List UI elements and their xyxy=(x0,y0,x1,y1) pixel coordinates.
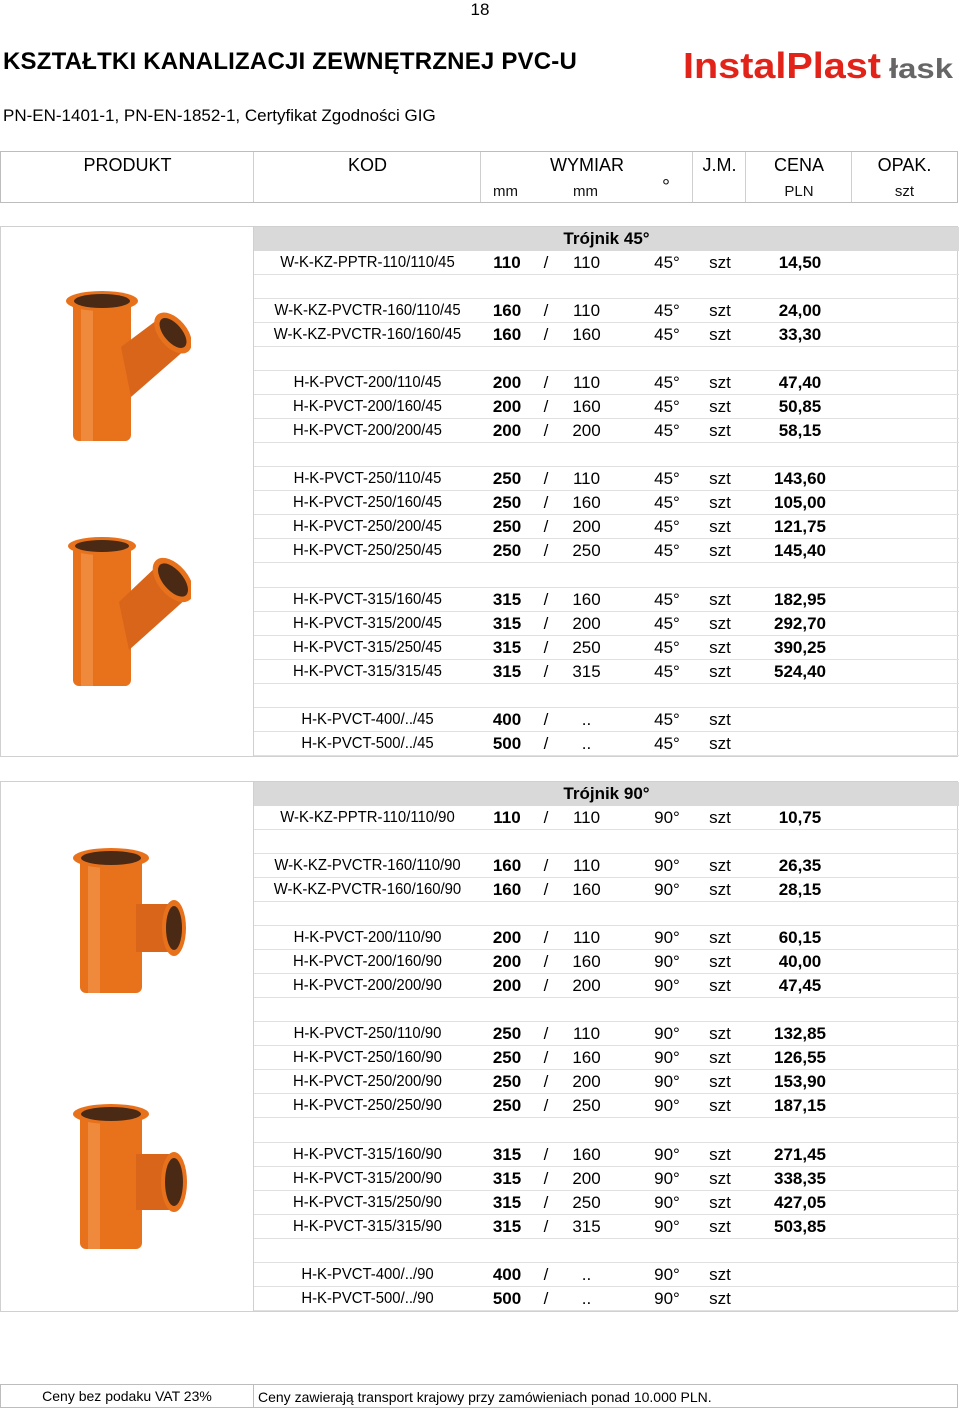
dimension-main: 160 xyxy=(492,856,522,875)
dimension-main: 250 xyxy=(492,469,522,488)
section-title: Trójnik 90° xyxy=(254,782,959,806)
dimension-branch: 200 xyxy=(572,421,601,440)
dimension-separator: / xyxy=(543,1072,549,1091)
table-row xyxy=(254,926,959,950)
tee-45-pipe-image xyxy=(61,287,191,447)
angle: 45° xyxy=(654,253,680,272)
header-opak: OPAK. xyxy=(877,155,932,175)
dimension-branch: 250 xyxy=(572,541,601,560)
dimension-main: 160 xyxy=(492,301,522,320)
table-row xyxy=(254,878,959,902)
instalplast-logo xyxy=(683,44,955,88)
dimension-main: 315 xyxy=(492,1193,522,1212)
unit: szt xyxy=(709,590,731,609)
unit: szt xyxy=(709,301,731,320)
dimension-main: 400 xyxy=(492,710,522,729)
dimension-main: 250 xyxy=(492,1072,522,1091)
angle: 90° xyxy=(654,976,680,995)
price: 26,35 xyxy=(778,856,822,875)
table-row xyxy=(254,1070,959,1094)
footer xyxy=(0,1384,958,1408)
table-row xyxy=(254,636,959,660)
angle: 45° xyxy=(654,493,680,512)
product-code: H-K-PVCT-250/250/45 xyxy=(293,542,442,559)
table-row xyxy=(254,732,959,756)
angle: 90° xyxy=(654,1048,680,1067)
table-row xyxy=(254,1046,959,1070)
section-title: Trójnik 45° xyxy=(254,227,959,251)
dimension-branch: 110 xyxy=(572,928,601,947)
product-image-column xyxy=(1,782,254,1311)
dimension-separator: / xyxy=(543,638,549,657)
unit: szt xyxy=(709,928,731,947)
price: 390,25 xyxy=(774,638,826,657)
unit: szt xyxy=(709,1048,731,1067)
table-row xyxy=(254,1287,959,1311)
angle: 90° xyxy=(654,1072,680,1091)
angle: 90° xyxy=(654,1145,680,1164)
header-wymiar-cell xyxy=(481,152,693,202)
dimension-separator: / xyxy=(543,1024,549,1043)
dimension-main: 315 xyxy=(492,638,522,657)
product-code: W-K-KZ-PVCTR-160/110/90 xyxy=(274,857,461,874)
price: 47,45 xyxy=(778,976,822,995)
dimension-main: 160 xyxy=(492,880,522,899)
table-row xyxy=(254,299,959,323)
table-row xyxy=(254,1263,959,1287)
unit: szt xyxy=(709,662,731,681)
dimension-separator: / xyxy=(543,1169,549,1188)
angle: 90° xyxy=(654,1096,680,1115)
page-title: KSZTAŁTKI KANALIZACJI ZEWNĘTRZNEJ PVC-U xyxy=(3,48,578,75)
dimension-main: 200 xyxy=(492,373,522,392)
dimension-main: 200 xyxy=(492,928,522,947)
product-code: H-K-PVCT-250/200/45 xyxy=(293,518,442,535)
footer-vat-note: Ceny bez podaku VAT 23% xyxy=(1,1385,254,1407)
dimension-separator: / xyxy=(543,493,549,512)
dimension-main: 315 xyxy=(492,590,522,609)
dimension-separator: / xyxy=(543,1289,549,1308)
dimension-branch: 160 xyxy=(572,590,601,609)
unit: szt xyxy=(709,373,731,392)
unit: szt xyxy=(709,638,731,657)
dimension-separator: / xyxy=(543,1193,549,1212)
header-unit-szt: szt xyxy=(894,183,915,200)
angle: 90° xyxy=(654,1265,680,1284)
dimension-separator: / xyxy=(543,373,549,392)
unit: szt xyxy=(709,517,731,536)
unit: szt xyxy=(709,952,731,971)
unit: szt xyxy=(709,541,731,560)
angle: 45° xyxy=(654,373,680,392)
header-jm-cell xyxy=(693,152,746,202)
price: 145,40 xyxy=(774,541,826,560)
angle: 90° xyxy=(654,880,680,899)
header-unit-degree: ° xyxy=(662,176,670,198)
angle: 90° xyxy=(654,1217,680,1236)
spacer-row xyxy=(254,443,959,467)
table-row xyxy=(254,251,959,275)
dimension-separator: / xyxy=(543,928,549,947)
product-code: H-K-PVCT-400/../90 xyxy=(301,1266,434,1283)
table-row xyxy=(254,974,959,998)
product-code: H-K-PVCT-500/../45 xyxy=(301,735,434,752)
dimension-separator: / xyxy=(543,301,549,320)
spacer-row xyxy=(254,564,959,588)
table-row xyxy=(254,1143,959,1167)
dimension-main: 400 xyxy=(492,1265,522,1284)
dimension-main: 315 xyxy=(492,662,522,681)
angle: 90° xyxy=(654,952,680,971)
unit: szt xyxy=(709,1217,731,1236)
dimension-branch: 110 xyxy=(572,469,601,488)
price: 503,85 xyxy=(774,1217,826,1236)
table-row xyxy=(254,708,959,732)
unit: szt xyxy=(709,734,731,753)
dimension-branch: .. xyxy=(581,1265,592,1284)
product-code: H-K-PVCT-200/160/45 xyxy=(293,398,442,415)
dimension-main: 500 xyxy=(492,734,522,753)
dimension-branch: 160 xyxy=(572,880,601,899)
price: 28,15 xyxy=(778,880,822,899)
dimension-separator: / xyxy=(543,325,549,344)
unit: szt xyxy=(709,1072,731,1091)
angle: 45° xyxy=(654,590,680,609)
spacer-row xyxy=(254,1119,959,1143)
unit: szt xyxy=(709,880,731,899)
angle: 45° xyxy=(654,710,680,729)
product-code: H-K-PVCT-200/110/45 xyxy=(293,374,442,391)
dimension-separator: / xyxy=(543,880,549,899)
table-row xyxy=(254,1215,959,1239)
dimension-separator: / xyxy=(543,253,549,272)
price: 524,40 xyxy=(774,662,826,681)
dimension-branch: 110 xyxy=(572,301,601,320)
angle: 45° xyxy=(654,614,680,633)
unit: szt xyxy=(709,493,731,512)
dimension-main: 315 xyxy=(492,1145,522,1164)
dimension-branch: 160 xyxy=(572,1145,601,1164)
dimension-separator: / xyxy=(543,952,549,971)
table-row xyxy=(254,491,959,515)
dimension-branch: 110 xyxy=(572,373,601,392)
page-subtitle: PN-EN-1401-1, PN-EN-1852-1, Certyfikat Zgodności GIG xyxy=(3,106,436,125)
dimension-separator: / xyxy=(543,976,549,995)
angle: 90° xyxy=(654,1289,680,1308)
tee-90-pipe-image xyxy=(66,844,191,999)
angle: 45° xyxy=(654,734,680,753)
price: 10,75 xyxy=(778,808,822,827)
table-row xyxy=(254,950,959,974)
dimension-separator: / xyxy=(543,517,549,536)
spacer-row xyxy=(254,275,959,299)
dimension-main: 315 xyxy=(492,1169,522,1188)
dimension-branch: 110 xyxy=(572,1024,601,1043)
unit: szt xyxy=(709,614,731,633)
spacer-row xyxy=(254,998,959,1022)
dimension-main: 250 xyxy=(492,493,522,512)
price: 338,35 xyxy=(774,1169,826,1188)
spacer-row xyxy=(254,830,959,854)
product-code: H-K-PVCT-315/250/90 xyxy=(293,1194,442,1211)
table-row xyxy=(254,1191,959,1215)
angle: 45° xyxy=(654,638,680,657)
price: 271,45 xyxy=(774,1145,826,1164)
dimension-separator: / xyxy=(543,734,549,753)
unit: szt xyxy=(709,397,731,416)
dimension-separator: / xyxy=(543,397,549,416)
dimension-branch: 315 xyxy=(572,1217,601,1236)
header-produkt: PRODUKT xyxy=(83,155,172,175)
product-code: H-K-PVCT-250/160/45 xyxy=(293,494,442,511)
dimension-main: 200 xyxy=(492,421,522,440)
logo-text-main: InstalPlast xyxy=(683,45,882,86)
dimension-separator: / xyxy=(543,856,549,875)
unit: szt xyxy=(709,1193,731,1212)
table-row xyxy=(254,539,959,563)
product-code: W-K-KZ-PVCTR-160/160/90 xyxy=(273,881,462,898)
product-code: H-K-PVCT-315/250/45 xyxy=(293,639,442,656)
dimension-branch: 200 xyxy=(572,1169,601,1188)
dimension-separator: / xyxy=(543,469,549,488)
dimension-main: 200 xyxy=(492,397,522,416)
tee-45-large-pipe-image xyxy=(61,532,191,692)
spacer-row xyxy=(254,1239,959,1263)
dimension-main: 160 xyxy=(492,325,522,344)
product-code: H-K-PVCT-200/200/90 xyxy=(293,977,442,994)
price: 60,15 xyxy=(778,928,822,947)
unit: szt xyxy=(709,710,731,729)
dimension-main: 200 xyxy=(492,952,522,971)
product-block-tee-45 xyxy=(0,226,958,757)
price: 14,50 xyxy=(778,253,822,272)
tee-90-large-pipe-image xyxy=(66,1100,191,1255)
price: 58,15 xyxy=(778,421,822,440)
product-code: H-K-PVCT-250/250/90 xyxy=(293,1097,442,1114)
table-row xyxy=(254,1167,959,1191)
price: 143,60 xyxy=(774,469,826,488)
header-produkt-cell xyxy=(1,152,254,202)
header-unit-mm-2: mm xyxy=(573,183,598,200)
dimension-main: 110 xyxy=(493,808,521,827)
header-kod-cell xyxy=(254,152,481,202)
product-code: H-K-PVCT-200/160/90 xyxy=(293,953,442,970)
dimension-separator: / xyxy=(543,1145,549,1164)
logo-text-sub: łask xyxy=(889,53,954,84)
price: 105,00 xyxy=(774,493,826,512)
unit: szt xyxy=(709,1289,731,1308)
dimension-branch: 160 xyxy=(572,325,601,344)
dimension-main: 250 xyxy=(492,1096,522,1115)
table-row xyxy=(254,1022,959,1046)
table-row xyxy=(254,467,959,491)
dimension-separator: / xyxy=(543,614,549,633)
price: 47,40 xyxy=(778,373,822,392)
price: 24,00 xyxy=(778,301,822,320)
table-row xyxy=(254,323,959,347)
product-code: H-K-PVCT-500/../90 xyxy=(301,1290,434,1307)
dimension-main: 110 xyxy=(493,253,521,272)
angle: 90° xyxy=(654,808,680,827)
product-code: W-K-KZ-PPTR-110/110/90 xyxy=(280,809,455,826)
dimension-branch: 110 xyxy=(572,808,601,827)
price: 126,55 xyxy=(774,1048,826,1067)
dimension-main: 315 xyxy=(492,1217,522,1236)
dimension-branch: 250 xyxy=(572,1193,601,1212)
price: 427,05 xyxy=(774,1193,826,1212)
price: 153,90 xyxy=(774,1072,826,1091)
header-unit-pln: PLN xyxy=(784,183,814,200)
table-row xyxy=(254,612,959,636)
product-code: H-K-PVCT-200/200/45 xyxy=(293,422,442,439)
unit: szt xyxy=(709,976,731,995)
angle: 45° xyxy=(654,421,680,440)
product-code: W-K-KZ-PPTR-110/110/45 xyxy=(280,254,455,271)
page-number: 18 xyxy=(470,0,490,19)
product-code: H-K-PVCT-250/110/90 xyxy=(293,1025,442,1042)
dimension-branch: .. xyxy=(581,1289,592,1308)
unit: szt xyxy=(709,1096,731,1115)
dimension-branch: 250 xyxy=(572,638,601,657)
unit: szt xyxy=(709,808,731,827)
dimension-separator: / xyxy=(543,1048,549,1067)
table-row xyxy=(254,806,959,830)
dimension-branch: 110 xyxy=(572,253,601,272)
price: 292,70 xyxy=(774,614,826,633)
header-jm: J.M. xyxy=(702,155,737,175)
angle: 45° xyxy=(654,325,680,344)
dimension-separator: / xyxy=(543,662,549,681)
product-code: H-K-PVCT-250/200/90 xyxy=(293,1073,442,1090)
dimension-main: 500 xyxy=(492,1289,522,1308)
price: 40,00 xyxy=(778,952,822,971)
product-code: H-K-PVCT-250/160/90 xyxy=(293,1049,442,1066)
product-code: H-K-PVCT-315/315/90 xyxy=(293,1218,442,1235)
product-code: H-K-PVCT-250/110/45 xyxy=(293,470,442,487)
product-code: H-K-PVCT-400/../45 xyxy=(301,711,434,728)
price: 121,75 xyxy=(774,517,826,536)
unit: szt xyxy=(709,421,731,440)
product-code: H-K-PVCT-200/110/90 xyxy=(293,929,442,946)
table-row xyxy=(254,854,959,878)
dimension-separator: / xyxy=(543,421,549,440)
angle: 45° xyxy=(654,301,680,320)
price: 187,15 xyxy=(774,1096,826,1115)
price: 182,95 xyxy=(774,590,826,609)
product-image-column xyxy=(1,227,254,756)
angle: 45° xyxy=(654,517,680,536)
angle: 45° xyxy=(654,662,680,681)
dimension-main: 250 xyxy=(492,1024,522,1043)
dimension-branch: 160 xyxy=(572,952,601,971)
product-code: H-K-PVCT-315/200/45 xyxy=(293,615,442,632)
dimension-separator: / xyxy=(543,1096,549,1115)
table-row xyxy=(254,660,959,684)
table-header xyxy=(0,151,958,203)
header-opak-cell xyxy=(852,152,957,202)
header-cena-cell xyxy=(746,152,852,202)
dimension-branch: 160 xyxy=(572,1048,601,1067)
dimension-branch: 160 xyxy=(572,493,601,512)
product-code: W-K-KZ-PVCTR-160/110/45 xyxy=(274,302,461,319)
spacer-row xyxy=(254,902,959,926)
price: 132,85 xyxy=(774,1024,826,1043)
dimension-main: 250 xyxy=(492,1048,522,1067)
angle: 45° xyxy=(654,541,680,560)
dimension-branch: 200 xyxy=(572,1072,601,1091)
dimension-separator: / xyxy=(543,541,549,560)
header-wymiar: WYMIAR xyxy=(550,155,624,175)
unit: szt xyxy=(709,1265,731,1284)
product-code: H-K-PVCT-315/160/90 xyxy=(293,1146,442,1163)
unit: szt xyxy=(709,325,731,344)
dimension-main: 315 xyxy=(492,614,522,633)
table-row xyxy=(254,515,959,539)
dimension-branch: 160 xyxy=(572,397,601,416)
table-row xyxy=(254,395,959,419)
dimension-branch: 110 xyxy=(572,856,601,875)
dimension-separator: / xyxy=(543,808,549,827)
angle: 90° xyxy=(654,928,680,947)
price: 33,30 xyxy=(778,325,822,344)
dimension-branch: 200 xyxy=(572,517,601,536)
product-code: H-K-PVCT-315/160/45 xyxy=(293,591,442,608)
dimension-branch: 315 xyxy=(572,662,601,681)
dimension-main: 250 xyxy=(492,517,522,536)
footer-transport-note: Ceny zawierają transport krajowy przy zamówieniach ponad 10.000 PLN. xyxy=(258,1389,712,1405)
spacer-row xyxy=(254,684,959,708)
table-row xyxy=(254,588,959,612)
unit: szt xyxy=(709,469,731,488)
spacer-row xyxy=(254,347,959,371)
dimension-main: 200 xyxy=(492,976,522,995)
dimension-separator: / xyxy=(543,1217,549,1236)
table-row xyxy=(254,1094,959,1118)
header-kod: KOD xyxy=(347,155,387,175)
angle: 90° xyxy=(654,1193,680,1212)
dimension-branch: 200 xyxy=(572,976,601,995)
product-block-tee-90 xyxy=(0,781,958,1312)
dimension-separator: / xyxy=(543,1265,549,1284)
dimension-branch: .. xyxy=(581,734,592,753)
table-row xyxy=(254,371,959,395)
product-code: H-K-PVCT-315/200/90 xyxy=(293,1170,442,1187)
product-code: H-K-PVCT-315/315/45 xyxy=(293,663,442,680)
unit: szt xyxy=(709,1169,731,1188)
angle: 90° xyxy=(654,1024,680,1043)
angle: 45° xyxy=(654,469,680,488)
dimension-separator: / xyxy=(543,710,549,729)
header-unit-mm-1: mm xyxy=(493,183,518,200)
price: 50,85 xyxy=(778,397,822,416)
angle: 90° xyxy=(654,856,680,875)
dimension-branch: .. xyxy=(581,710,592,729)
unit: szt xyxy=(709,1145,731,1164)
product-code: W-K-KZ-PVCTR-160/160/45 xyxy=(273,326,462,343)
unit: szt xyxy=(709,856,731,875)
table-row xyxy=(254,419,959,443)
dimension-separator: / xyxy=(543,590,549,609)
dimension-main: 250 xyxy=(492,541,522,560)
dimension-branch: 250 xyxy=(572,1096,601,1115)
unit: szt xyxy=(709,1024,731,1043)
dimension-branch: 200 xyxy=(572,614,601,633)
header-cena: CENA xyxy=(773,155,824,175)
angle: 90° xyxy=(654,1169,680,1188)
angle: 45° xyxy=(654,397,680,416)
unit: szt xyxy=(709,253,731,272)
